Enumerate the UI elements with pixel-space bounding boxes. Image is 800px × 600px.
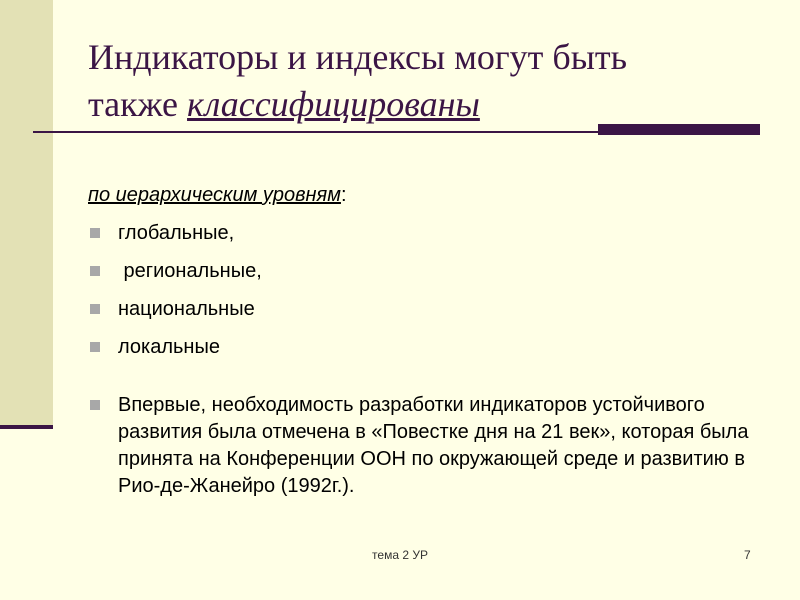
list-item-text: региональные, xyxy=(118,260,262,282)
square-bullet-icon xyxy=(90,304,100,314)
list-item xyxy=(88,221,768,245)
subheading-suffix: : xyxy=(340,184,347,206)
title-line-1: Индикаторы и индексы могут быть xyxy=(88,37,628,77)
list-item xyxy=(88,335,768,359)
subheading xyxy=(88,183,768,207)
list-item-text: глобальные, xyxy=(118,222,235,244)
title-divider-accent xyxy=(598,124,760,135)
title-line-2-emphasis: классифицированы xyxy=(187,84,480,124)
slide-title xyxy=(88,34,778,128)
subheading-underlined: по иерархическим уровням xyxy=(88,184,341,206)
title-line-2-plain: также xyxy=(88,84,188,124)
list-item xyxy=(88,297,768,321)
paragraph-text: Впервые, необходимость разработки индикаторов устойчивого развития была отмечена в «Повестке дня на 21 век», которая была принята на Конференции ООН по окружающей среде и развитию в Рио-де-Жанейро (1992г.). xyxy=(118,394,749,497)
list-item-paragraph xyxy=(88,392,768,500)
square-bullet-icon xyxy=(90,400,100,410)
footer-text: тема 2 УР xyxy=(372,548,428,562)
square-bullet-icon xyxy=(90,342,100,352)
list-item-text: национальные xyxy=(118,298,255,320)
square-bullet-icon xyxy=(90,228,100,238)
side-decoration-line xyxy=(0,425,53,429)
square-bullet-icon xyxy=(90,266,100,276)
list-item xyxy=(88,259,768,283)
side-decoration-bar xyxy=(0,0,53,425)
list-item-text: локальные xyxy=(118,336,220,358)
page-number: 7 xyxy=(744,548,751,562)
slide-content xyxy=(88,183,768,514)
